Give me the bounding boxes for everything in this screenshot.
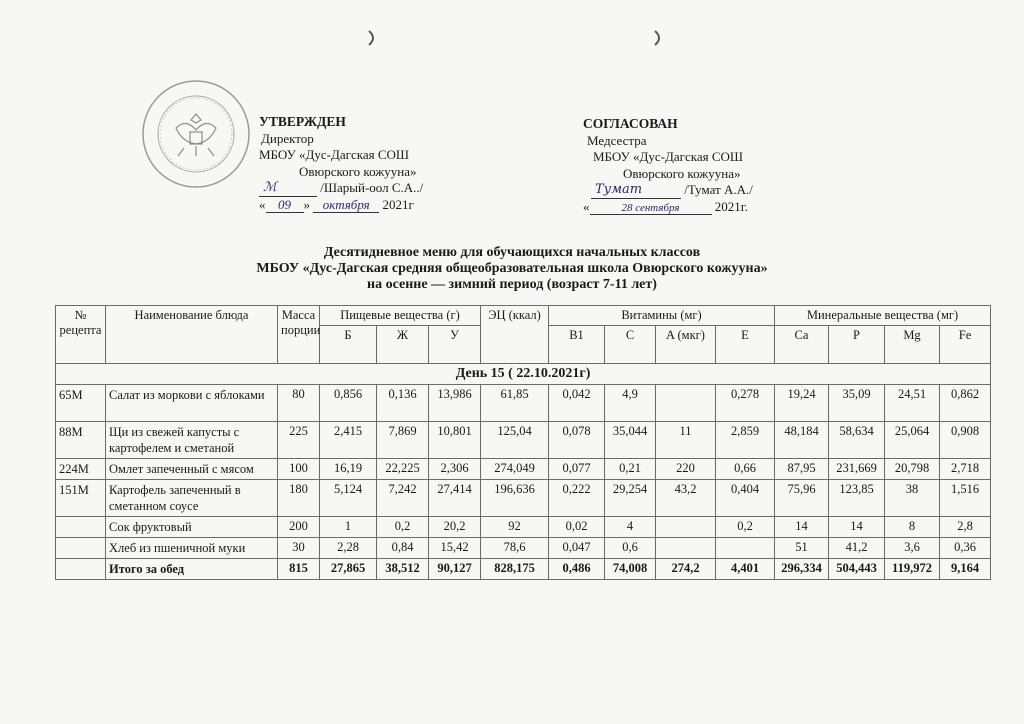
cell-calcium: 48,184 (775, 422, 829, 459)
cell-fat: 0,84 (377, 538, 429, 559)
cell-carbs: 2,306 (429, 459, 481, 480)
punch-hole-mark (366, 30, 378, 46)
cell-vitamin-e (716, 538, 775, 559)
header-p: P (829, 326, 885, 364)
cell-vitamin-b1: 0,02 (549, 517, 605, 538)
cell-portion-mass: 815 (278, 559, 320, 580)
header-nutrients-group: Пищевые вещества (г) (320, 306, 481, 326)
cell-magnesium: 25,064 (885, 422, 940, 459)
cell-vitamin-c: 74,008 (605, 559, 656, 580)
agreed-position: Медсестра (587, 132, 647, 148)
menu-table (55, 305, 991, 580)
cell-calcium: 19,24 (775, 385, 829, 422)
cell-protein: 1 (320, 517, 377, 538)
cell-phosphorus: 231,669 (829, 459, 885, 480)
approved-date: « 09 » октября 2021г (259, 196, 414, 212)
cell-energy: 828,175 (481, 559, 549, 580)
cell-dish-name: Хлеб из пшеничной муки (106, 538, 278, 559)
table-row (56, 538, 991, 559)
total-row (56, 559, 991, 580)
cell-fat: 22,225 (377, 459, 429, 480)
cell-portion-mass: 30 (278, 538, 320, 559)
header-e: E (716, 326, 775, 364)
cell-protein: 27,865 (320, 559, 377, 580)
agreed-title: СОГЛАСОВАН (583, 116, 678, 131)
cell-vitamin-a: 220 (656, 459, 716, 480)
cell-magnesium: 3,6 (885, 538, 940, 559)
header-ca: Ca (775, 326, 829, 364)
school-seal-stamp-icon (140, 78, 252, 190)
cell-vitamin-e: 0,404 (716, 480, 775, 517)
cell-iron: 0,36 (940, 538, 991, 559)
cell-phosphorus: 58,634 (829, 422, 885, 459)
cell-iron: 0,908 (940, 422, 991, 459)
cell-vitamin-c: 4 (605, 517, 656, 538)
cell-protein: 16,19 (320, 459, 377, 480)
approved-org-line2: Овюрского кожууна» (299, 163, 417, 179)
cell-iron: 2,718 (940, 459, 991, 480)
header-carbs: У (429, 326, 481, 364)
approved-date-year: 2021г (382, 196, 414, 212)
cell-dish-name: Щи из свежей капусты с картофелем и сметаной (106, 422, 278, 459)
table-row (56, 459, 991, 480)
cell-phosphorus: 504,443 (829, 559, 885, 580)
cell-carbs: 27,414 (429, 480, 481, 517)
cell-vitamin-b1: 0,042 (549, 385, 605, 422)
cell-energy: 125,04 (481, 422, 549, 459)
day-row (56, 364, 991, 385)
cell-vitamin-e: 2,859 (716, 422, 775, 459)
cell-dish-name: Омлет запеченный с мясом (106, 459, 278, 480)
cell-vitamin-b1: 0,078 (549, 422, 605, 459)
cell-vitamin-a (656, 517, 716, 538)
cell-iron: 1,516 (940, 480, 991, 517)
cell-carbs: 13,986 (429, 385, 481, 422)
cell-recipe-no: 65М (56, 385, 106, 422)
header-energy: ЭЦ (ккал) (481, 306, 549, 364)
cell-energy: 92 (481, 517, 549, 538)
header-fat: Ж (377, 326, 429, 364)
cell-portion-mass: 80 (278, 385, 320, 422)
cell-recipe-no (56, 559, 106, 580)
agreed-signer: /Тумат А.А./ (684, 182, 753, 197)
cell-fat: 7,869 (377, 422, 429, 459)
document-title-line2: МБОУ «Дус-Дагская средняя общеобразовательная школа Овюрского кожууна» (256, 261, 768, 276)
cell-iron: 2,8 (940, 517, 991, 538)
header-b1: B1 (549, 326, 605, 364)
agreed-org-line1: МБОУ «Дус-Дагская СОШ (593, 149, 744, 164)
cell-fat: 7,242 (377, 480, 429, 517)
cell-recipe-no: 224М (56, 459, 106, 480)
cell-protein: 5,124 (320, 480, 377, 517)
cell-portion-mass: 180 (278, 480, 320, 517)
cell-fat: 38,512 (377, 559, 429, 580)
cell-recipe-no: 151М (56, 480, 106, 517)
nurse-signature: Тумат (591, 186, 681, 199)
cell-energy: 61,85 (481, 385, 549, 422)
day-label: День 15 ( 22.10.2021г) (56, 364, 991, 385)
approved-date-month: октября (313, 200, 379, 213)
cell-iron: 9,164 (940, 559, 991, 580)
header-vitamins-group: Витамины (мг) (549, 306, 775, 326)
header-fe: Fe (940, 326, 991, 364)
header-c: C (605, 326, 656, 364)
cell-iron: 0,862 (940, 385, 991, 422)
cell-carbs: 10,801 (429, 422, 481, 459)
cell-magnesium: 38 (885, 480, 940, 517)
agreed-org-line2: Овюрского кожууна» (623, 165, 741, 181)
cell-vitamin-b1: 0,077 (549, 459, 605, 480)
cell-vitamin-c: 35,044 (605, 422, 656, 459)
cell-portion-mass: 225 (278, 422, 320, 459)
cell-phosphorus: 35,09 (829, 385, 885, 422)
cell-vitamin-b1: 0,486 (549, 559, 605, 580)
cell-phosphorus: 41,2 (829, 538, 885, 559)
cell-dish-name: Сок фруктовый (106, 517, 278, 538)
header-portion-mass: Масса порции (278, 306, 320, 364)
agreed-block (583, 116, 753, 215)
table-row (56, 385, 991, 422)
cell-phosphorus: 123,85 (829, 480, 885, 517)
cell-vitamin-e: 4,401 (716, 559, 775, 580)
table-row (56, 517, 991, 538)
cell-vitamin-c: 4,9 (605, 385, 656, 422)
cell-protein: 0,856 (320, 385, 377, 422)
cell-vitamin-c: 29,254 (605, 480, 656, 517)
cell-carbs: 15,42 (429, 538, 481, 559)
document-title (0, 245, 1024, 293)
document-title-line3: на осенне — зимний период (возраст 7-11 лет) (367, 277, 657, 292)
cell-vitamin-e: 0,2 (716, 517, 775, 538)
cell-vitamin-e: 0,278 (716, 385, 775, 422)
approved-block (259, 114, 423, 213)
punch-hole-mark (652, 30, 664, 46)
header-protein: Б (320, 326, 377, 364)
cell-vitamin-c: 0,21 (605, 459, 656, 480)
cell-calcium: 87,95 (775, 459, 829, 480)
cell-protein: 2,28 (320, 538, 377, 559)
cell-carbs: 20,2 (429, 517, 481, 538)
cell-phosphorus: 14 (829, 517, 885, 538)
director-signature: ℳ (259, 184, 317, 197)
cell-energy: 78,6 (481, 538, 549, 559)
agreed-date: « $^{28 сентября}$ 2021г. (583, 198, 748, 214)
header-dish-name: Наименование блюда (106, 306, 278, 364)
cell-portion-mass: 200 (278, 517, 320, 538)
agreed-date-text: 28 сентября (590, 202, 712, 215)
cell-recipe-no (56, 538, 106, 559)
cell-magnesium: 24,51 (885, 385, 940, 422)
approved-position: Директор (261, 130, 314, 146)
cell-dish-name: Итого за обед (106, 559, 278, 580)
cell-magnesium: 119,972 (885, 559, 940, 580)
cell-vitamin-a (656, 538, 716, 559)
document-title-line1: Десятидневное меню для обучающихся начальных классов (323, 245, 701, 260)
agreed-date-year: 2021г. (714, 198, 748, 214)
cell-vitamin-a: 11 (656, 422, 716, 459)
table-row (56, 480, 991, 517)
approved-signer: /Шарый-оол С.А../ (320, 180, 424, 195)
cell-portion-mass: 100 (278, 459, 320, 480)
cell-energy: 274,049 (481, 459, 549, 480)
cell-vitamin-e: 0,66 (716, 459, 775, 480)
cell-magnesium: 8 (885, 517, 940, 538)
cell-protein: 2,415 (320, 422, 377, 459)
cell-vitamin-b1: 0,047 (549, 538, 605, 559)
approved-signature-line (259, 180, 423, 197)
cell-vitamin-a: 274,2 (656, 559, 716, 580)
cell-vitamin-a: 43,2 (656, 480, 716, 517)
cell-vitamin-b1: 0,222 (549, 480, 605, 517)
cell-vitamin-a (656, 385, 716, 422)
cell-recipe-no (56, 517, 106, 538)
cell-recipe-no: 88М (56, 422, 106, 459)
agreed-signature-line (583, 182, 753, 199)
cell-calcium: 51 (775, 538, 829, 559)
cell-calcium: 75,96 (775, 480, 829, 517)
header-minerals-group: Минеральные вещества (мг) (775, 306, 991, 326)
approved-org-line1: МБОУ «Дус-Дагская СОШ (259, 147, 410, 162)
approved-date-day: 09 (266, 200, 304, 213)
table-row (56, 422, 991, 459)
cell-dish-name: Картофель запеченный в сметанном соусе (106, 480, 278, 517)
cell-carbs: 90,127 (429, 559, 481, 580)
cell-calcium: 14 (775, 517, 829, 538)
cell-energy: 196,636 (481, 480, 549, 517)
header-a: A (мкг) (656, 326, 716, 364)
approved-title: УТВЕРЖДЕН (259, 114, 346, 129)
cell-fat: 0,2 (377, 517, 429, 538)
header-recipe-no: № рецепта (56, 306, 106, 364)
header-mg: Mg (885, 326, 940, 364)
cell-fat: 0,136 (377, 385, 429, 422)
table-header-row (56, 306, 991, 326)
cell-calcium: 296,334 (775, 559, 829, 580)
cell-dish-name: Салат из моркови с яблоками (106, 385, 278, 422)
cell-magnesium: 20,798 (885, 459, 940, 480)
cell-vitamin-c: 0,6 (605, 538, 656, 559)
